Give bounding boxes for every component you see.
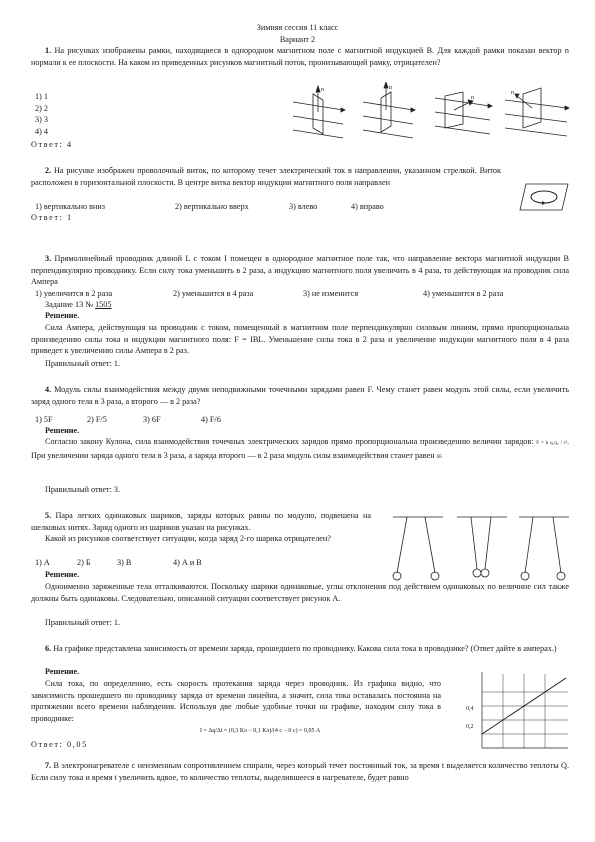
q4-option: 4) F/6 [201, 415, 221, 424]
q3-solution-label: Решение. [45, 311, 80, 320]
q1-options [35, 91, 48, 137]
tick-label: 0,2 [466, 724, 474, 730]
fig-label: n [471, 95, 474, 101]
q2-text [31, 165, 501, 188]
q4-option: 1) 5F [35, 415, 53, 424]
q5-figure [385, 513, 575, 583]
q4-answer: Правильный ответ: 3. [45, 485, 121, 494]
q5-solution: Одноименно заряженные тела отталкиваются. Поскольку шарики одинаковые, углы отклонения под действием одинаковых по величине сил также должны быть одинаковы. Следовательно, описанной ситуации соответствует рисунок А. [31, 582, 569, 603]
fig-label: n [389, 85, 392, 91]
fig-label: n [511, 90, 514, 96]
page-title [0, 22, 595, 45]
q6-body: На графике представлена зависимость от времени заряда, прошедшего по проводнику. Какова сила тока в проводнике? (Ответ дайте в амперах.) [53, 644, 557, 653]
q3-solution: Сила Ампера, действующая на проводник с током, помещенный в магнитном поле перпендикулярно силовым линиям, прямо пропорциональна произведению силы тока и индукции магнитного поля: F = IBL. Уменьшение силы тока в 2 раза и увеличение индукции магнитного поля в 4 раза приведет к увеличению силы Ампера в 2 раз. [31, 323, 569, 356]
q1-option: 3) 3 [35, 115, 48, 125]
fig-label: n [321, 87, 324, 93]
coulomb-formula: F = k q₁q₂ / r² [536, 441, 567, 446]
q6-answer: Ответ: 0,05 [31, 740, 88, 749]
q4-option: 2) F/5 [87, 415, 107, 424]
q2-option: 3) влево [289, 202, 318, 211]
q5-body: Пара легких одинаковых шариков, заряды которых равны по модулю, подвешена на шелковых нитях. Заряд одного из шариков указан на рисунках. [31, 511, 372, 532]
q4-solution-label: Решение. [45, 426, 80, 435]
session-title: Зимняя сессия 11 класс [256, 23, 339, 32]
q2-option: 2) вертикально вверх [175, 202, 249, 211]
q3-option: 2) уменьшится в 4 раза [173, 289, 254, 298]
q4-body: Модуль силы взаимодействия между двумя неподвижными точечными зарядами равен F. Чему станет равен модуль этой силы, если увеличить заряд одного тела в 3 раза, а второго — в 2 раза? [31, 385, 569, 406]
q5-solution-label: Решение. [45, 570, 80, 579]
q2-option: 4) вправо [351, 202, 384, 211]
q1-option: 1) 1 [35, 92, 48, 101]
q2-answer: Ответ: 1 [31, 213, 73, 222]
q3-option: 4) уменьшится в 2 раза [423, 289, 504, 298]
q6-chart [460, 668, 572, 752]
q5-num: 5. [45, 511, 52, 520]
q3-answer: Правильный ответ: 1. [45, 359, 121, 368]
q2-body: На рисунке изображен проволочный виток, по которому течет электрический ток в направлении, указанном стрелкой. Виток расположен в горизонтальной плоскости. В центре витка вектор индукции магнитного поля направлен [31, 166, 501, 187]
q5-option: 1) А [35, 558, 50, 567]
q4-solution: Согласно закону Кулона, сила взаимодействия точечных электрических зарядов прямо пропорциональна произведению величин зарядов: F = k q₁q₂ / r². При увеличении заряда одного тела в 3 раза, а заряда второго — в 2 раза модуль силы взаимодействия станет равен 6F. [31, 437, 570, 460]
q3-num: 3. [45, 254, 52, 263]
q4-option: 3) 6F [143, 415, 161, 424]
task-link[interactable]: 1505 [95, 300, 112, 309]
q5-answer: Правильный ответ: 1. [45, 618, 121, 627]
q2-num: 2. [45, 166, 52, 175]
q5-question: Какой из рисунков соответствует ситуации, когда заряд 2-го шарика отрицателен? [45, 534, 331, 543]
variant-label: Вариант 2 [279, 34, 316, 44]
q2-option: 1) вертикально вниз [35, 202, 106, 211]
q7-num: 7. [45, 761, 52, 770]
q2-options [35, 201, 455, 213]
q7-body: В электронагревателе с неизменным сопротивлением спирали, через который течет постоянный ток, за время t выделяется количество теплоты Q. Если силу тока и время t увеличить вдвое, то количество теплоты, выделившееся в нагревателе, будет равно [31, 761, 570, 782]
q5-options [35, 557, 235, 569]
q6-text [31, 643, 569, 655]
tick-label: 0,4 [466, 706, 474, 712]
q1-num: 1. [45, 46, 52, 55]
q5-text [31, 510, 371, 533]
q3-options [35, 288, 555, 300]
q3-option: 1) увеличится в 2 раза [35, 289, 113, 298]
q4-num: 4. [45, 385, 52, 394]
q7-text [31, 760, 569, 783]
q4-result: 6F. [436, 454, 443, 460]
q6-formula: I = Δq/Δt = (0,3 Кл − 0,1 Кл)/(4 с − 0 с) = 0,05 А [200, 728, 321, 734]
q3-body: Прямолинейный проводник длиной L с током I помещен в однородное магнитное поле так, что направление вектора магнитной индукции B перпендикулярно проводнику. Если силу тока уменьшить в 2 раза, а индукцию магнитного поля увеличить в 4 раза, то действующая на проводник сила Ампера [31, 254, 569, 287]
q2-figure [518, 182, 570, 212]
q1-option: 2) 2 [35, 103, 48, 113]
q1-answer: Ответ: 4 [31, 140, 73, 149]
q6-solution: Сила тока, по определению, есть скорость протекания заряда через проводник. Из графика видно, что зависимость прошедшего по проводнику заряда от времени линейна, а значит, сила тока оставалась постоянна на протяжении всего времени наблюдения. Используя две любые удобные точки на графике, находим силу тока в проводнике: [31, 679, 441, 723]
q3-option: 3) не изменится [303, 289, 359, 298]
q5-option: 3) В [117, 558, 132, 567]
q1-text [31, 45, 569, 68]
q1-figure [285, 82, 575, 144]
q1-body: На рисунках изображены рамки, находящиеся в однородном магнитном поле с магнитной индукцией B. Для каждой рамки показан вектор n нормали к ее плоскости. На каком из приведенных рисунков магнитный поток, пронизывающий рамку, отрицателен? [31, 46, 570, 67]
q6-solution-label: Решение. [45, 667, 80, 676]
q5-option: 2) Б [77, 558, 91, 567]
q3-task-ref: Задание 13 № 1505 [45, 300, 112, 309]
q5-option: 4) А и В [173, 558, 202, 567]
q6-num: 6. [45, 644, 52, 653]
q4-text [31, 384, 569, 407]
q4-options [35, 414, 335, 426]
q1-option: 4) 4 [35, 126, 48, 136]
q3-text [31, 253, 569, 288]
